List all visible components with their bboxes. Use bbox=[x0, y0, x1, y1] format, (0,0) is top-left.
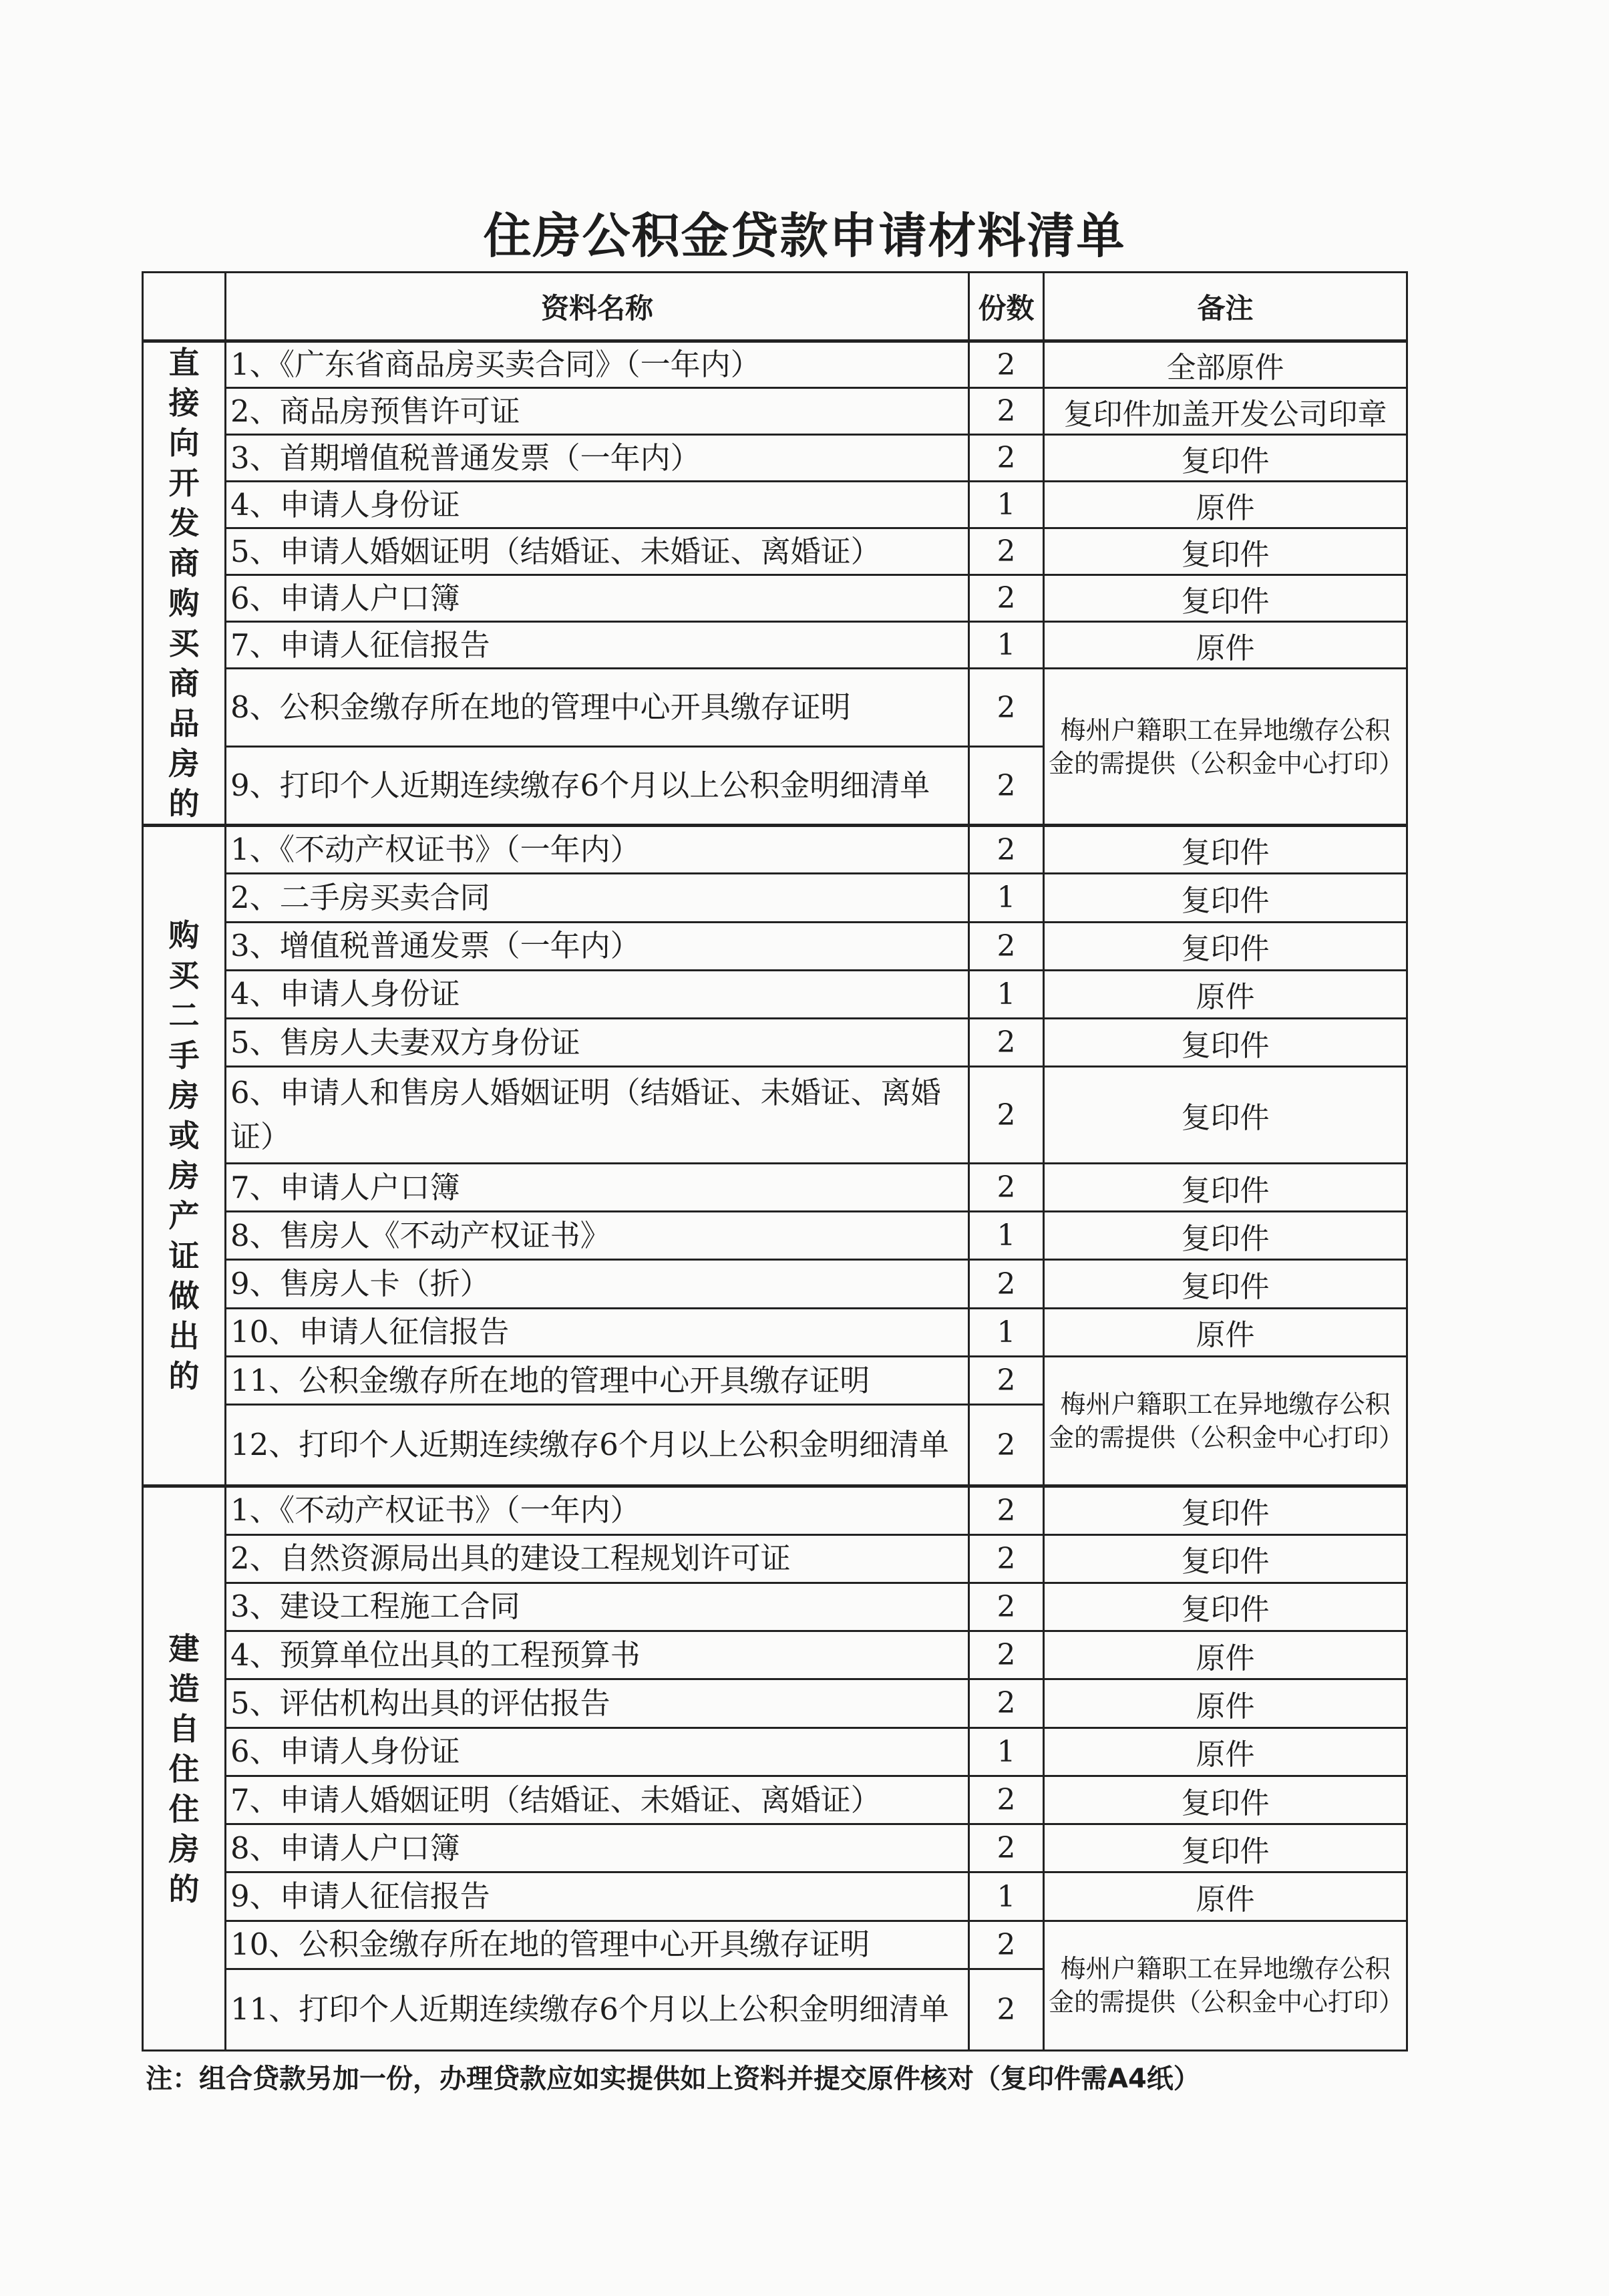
material-name: 6、申请人户口簿 bbox=[226, 575, 969, 622]
header-blank bbox=[143, 273, 226, 341]
material-note: 复印件 bbox=[1044, 435, 1407, 482]
table-row bbox=[143, 922, 1407, 970]
material-name: 2、自然资源局出具的建设工程规划许可证 bbox=[226, 1534, 969, 1583]
page-title: 住房公积金贷款申请材料清单 bbox=[483, 208, 1126, 264]
material-name: 1、《不动产权证书》（一年内） bbox=[226, 826, 969, 874]
material-note: 梅州户籍职工在异地缴存公积金的需提供（公积金中心打印） bbox=[1044, 1921, 1407, 2050]
section-group bbox=[143, 341, 1407, 826]
table-row bbox=[143, 388, 1407, 435]
material-note: 复印件 bbox=[1044, 1583, 1407, 1631]
material-name: 2、商品房预售许可证 bbox=[226, 388, 969, 435]
material-note: 复印件 bbox=[1044, 826, 1407, 874]
material-qty: 2 bbox=[969, 1969, 1044, 2051]
material-qty: 1 bbox=[969, 482, 1044, 528]
table-row bbox=[143, 1872, 1407, 1921]
table-row bbox=[143, 1824, 1407, 1872]
material-qty: 2 bbox=[969, 1486, 1044, 1534]
material-note: 全部原件 bbox=[1044, 341, 1407, 388]
material-qty: 2 bbox=[969, 1776, 1044, 1824]
material-note: 复印件 bbox=[1044, 1776, 1407, 1824]
material-note: 复印件 bbox=[1044, 1163, 1407, 1211]
material-note: 原件 bbox=[1044, 1728, 1407, 1776]
header-qty: 份数 bbox=[969, 273, 1044, 341]
material-name: 11、打印个人近期连续缴存6个月以上公积金明细清单 bbox=[226, 1969, 969, 2051]
header-name: 资料名称 bbox=[226, 273, 969, 341]
material-note: 原件 bbox=[1044, 1679, 1407, 1728]
material-qty: 2 bbox=[969, 575, 1044, 622]
section-label: 购 买 二 手 房 或 房 产 证 做 出 的 bbox=[143, 826, 226, 1486]
material-name: 7、申请人户口簿 bbox=[226, 1163, 969, 1211]
material-name: 7、申请人征信报告 bbox=[226, 622, 969, 669]
material-qty: 2 bbox=[969, 1824, 1044, 1872]
material-qty: 2 bbox=[969, 388, 1044, 435]
material-qty: 2 bbox=[969, 1163, 1044, 1211]
table-row bbox=[143, 1921, 1407, 1969]
material-note: 复印件 bbox=[1044, 1019, 1407, 1067]
material-qty: 1 bbox=[969, 1872, 1044, 1921]
table-row bbox=[143, 1583, 1407, 1631]
material-qty: 2 bbox=[969, 1583, 1044, 1631]
material-name: 10、申请人征信报告 bbox=[226, 1308, 969, 1356]
material-name: 6、申请人身份证 bbox=[226, 1728, 969, 1776]
material-name: 6、申请人和售房人婚姻证明（结婚证、未婚证、离婚证） bbox=[226, 1067, 969, 1164]
material-qty: 2 bbox=[969, 1921, 1044, 1969]
material-qty: 2 bbox=[969, 435, 1044, 482]
material-name: 8、售房人《不动产权证书》 bbox=[226, 1212, 969, 1260]
material-qty: 2 bbox=[969, 669, 1044, 747]
section-group bbox=[143, 826, 1407, 1486]
material-name: 8、申请人户口簿 bbox=[226, 1824, 969, 1872]
material-note: 原件 bbox=[1044, 970, 1407, 1018]
material-note: 原件 bbox=[1044, 1872, 1407, 1921]
materials-table bbox=[142, 271, 1408, 2052]
material-note: 原件 bbox=[1044, 482, 1407, 528]
material-name: 3、首期增值税普通发票（一年内） bbox=[226, 435, 969, 482]
material-name: 1、《不动产权证书》（一年内） bbox=[226, 1486, 969, 1534]
material-qty: 1 bbox=[969, 622, 1044, 669]
material-note: 原件 bbox=[1044, 622, 1407, 669]
material-qty: 1 bbox=[969, 1212, 1044, 1260]
table-row bbox=[143, 1728, 1407, 1776]
material-name: 2、二手房买卖合同 bbox=[226, 874, 969, 922]
material-name: 1、《广东省商品房买卖合同》（一年内） bbox=[226, 341, 969, 388]
material-note: 复印件 bbox=[1044, 1486, 1407, 1534]
table-row bbox=[143, 575, 1407, 622]
material-name: 4、申请人身份证 bbox=[226, 482, 969, 528]
material-note: 复印件 bbox=[1044, 874, 1407, 922]
material-name: 4、申请人身份证 bbox=[226, 970, 969, 1018]
section-label: 直 接 向 开 发 商 购 买 商 品 房 的 bbox=[143, 341, 226, 826]
table-row bbox=[143, 1486, 1407, 1534]
material-qty: 2 bbox=[969, 826, 1044, 874]
header-note: 备注 bbox=[1044, 273, 1407, 341]
table-row bbox=[143, 1260, 1407, 1308]
table-row bbox=[143, 669, 1407, 747]
material-name: 3、增值税普通发票（一年内） bbox=[226, 922, 969, 970]
table-row bbox=[143, 1019, 1407, 1067]
material-qty: 2 bbox=[969, 1019, 1044, 1067]
table-row bbox=[143, 874, 1407, 922]
material-qty: 2 bbox=[969, 1260, 1044, 1308]
material-name: 9、打印个人近期连续缴存6个月以上公积金明细清单 bbox=[226, 747, 969, 826]
material-name: 9、售房人卡（折） bbox=[226, 1260, 969, 1308]
material-name: 5、申请人婚姻证明（结婚证、未婚证、离婚证） bbox=[226, 528, 969, 575]
material-note: 复印件加盖开发公司印章 bbox=[1044, 388, 1407, 435]
material-note: 复印件 bbox=[1044, 575, 1407, 622]
header-row bbox=[143, 273, 1407, 341]
table-row bbox=[143, 1679, 1407, 1728]
material-qty: 2 bbox=[969, 528, 1044, 575]
material-qty: 2 bbox=[969, 1679, 1044, 1728]
material-note: 原件 bbox=[1044, 1308, 1407, 1356]
table-row bbox=[143, 1308, 1407, 1356]
material-qty: 2 bbox=[969, 922, 1044, 970]
table-row bbox=[143, 1534, 1407, 1583]
material-name: 4、预算单位出具的工程预算书 bbox=[226, 1631, 969, 1679]
material-qty: 2 bbox=[969, 1405, 1044, 1486]
table-row bbox=[143, 622, 1407, 669]
material-note: 复印件 bbox=[1044, 1212, 1407, 1260]
material-note: 梅州户籍职工在异地缴存公积金的需提供（公积金中心打印） bbox=[1044, 669, 1407, 826]
material-name: 10、公积金缴存所在地的管理中心开具缴存证明 bbox=[226, 1921, 969, 1969]
material-name: 8、公积金缴存所在地的管理中心开具缴存证明 bbox=[226, 669, 969, 747]
material-note: 复印件 bbox=[1044, 1067, 1407, 1164]
material-note: 复印件 bbox=[1044, 1534, 1407, 1583]
table-row bbox=[143, 1776, 1407, 1824]
material-qty: 2 bbox=[969, 747, 1044, 826]
table-row bbox=[143, 482, 1407, 528]
material-qty: 2 bbox=[969, 1356, 1044, 1404]
material-qty: 2 bbox=[969, 1631, 1044, 1679]
table-row bbox=[143, 1356, 1407, 1404]
material-note: 复印件 bbox=[1044, 528, 1407, 575]
material-qty: 1 bbox=[969, 874, 1044, 922]
material-name: 12、打印个人近期连续缴存6个月以上公积金明细清单 bbox=[226, 1405, 969, 1486]
section-label: 建 造 自 住 住 房 的 bbox=[143, 1486, 226, 2051]
material-name: 5、评估机构出具的评估报告 bbox=[226, 1679, 969, 1728]
section-group bbox=[143, 1486, 1407, 2051]
material-name: 7、申请人婚姻证明（结婚证、未婚证、离婚证） bbox=[226, 1776, 969, 1824]
material-qty: 1 bbox=[969, 1728, 1044, 1776]
table-row bbox=[143, 970, 1407, 1018]
material-note: 复印件 bbox=[1044, 1260, 1407, 1308]
table-row bbox=[143, 1212, 1407, 1260]
material-name: 11、公积金缴存所在地的管理中心开具缴存证明 bbox=[226, 1356, 969, 1404]
material-note: 复印件 bbox=[1044, 1824, 1407, 1872]
table-row bbox=[143, 435, 1407, 482]
table-row bbox=[143, 1067, 1407, 1164]
table-row bbox=[143, 826, 1407, 874]
material-qty: 2 bbox=[969, 341, 1044, 388]
table-row bbox=[143, 1631, 1407, 1679]
table-row bbox=[143, 341, 1407, 388]
material-qty: 1 bbox=[969, 1308, 1044, 1356]
material-qty: 1 bbox=[969, 970, 1044, 1018]
footer-note: 注：组合贷款另加一份，办理贷款应如实提供如上资料并提交原件核对（复印件需A4纸） bbox=[146, 2064, 1200, 2094]
material-qty: 2 bbox=[969, 1534, 1044, 1583]
material-qty: 2 bbox=[969, 1067, 1044, 1164]
material-name: 3、建设工程施工合同 bbox=[226, 1583, 969, 1631]
material-note: 复印件 bbox=[1044, 922, 1407, 970]
material-name: 5、售房人夫妻双方身份证 bbox=[226, 1019, 969, 1067]
material-note: 原件 bbox=[1044, 1631, 1407, 1679]
table-row bbox=[143, 528, 1407, 575]
material-name: 9、申请人征信报告 bbox=[226, 1872, 969, 1921]
material-note: 梅州户籍职工在异地缴存公积金的需提供（公积金中心打印） bbox=[1044, 1356, 1407, 1486]
table-row bbox=[143, 1163, 1407, 1211]
